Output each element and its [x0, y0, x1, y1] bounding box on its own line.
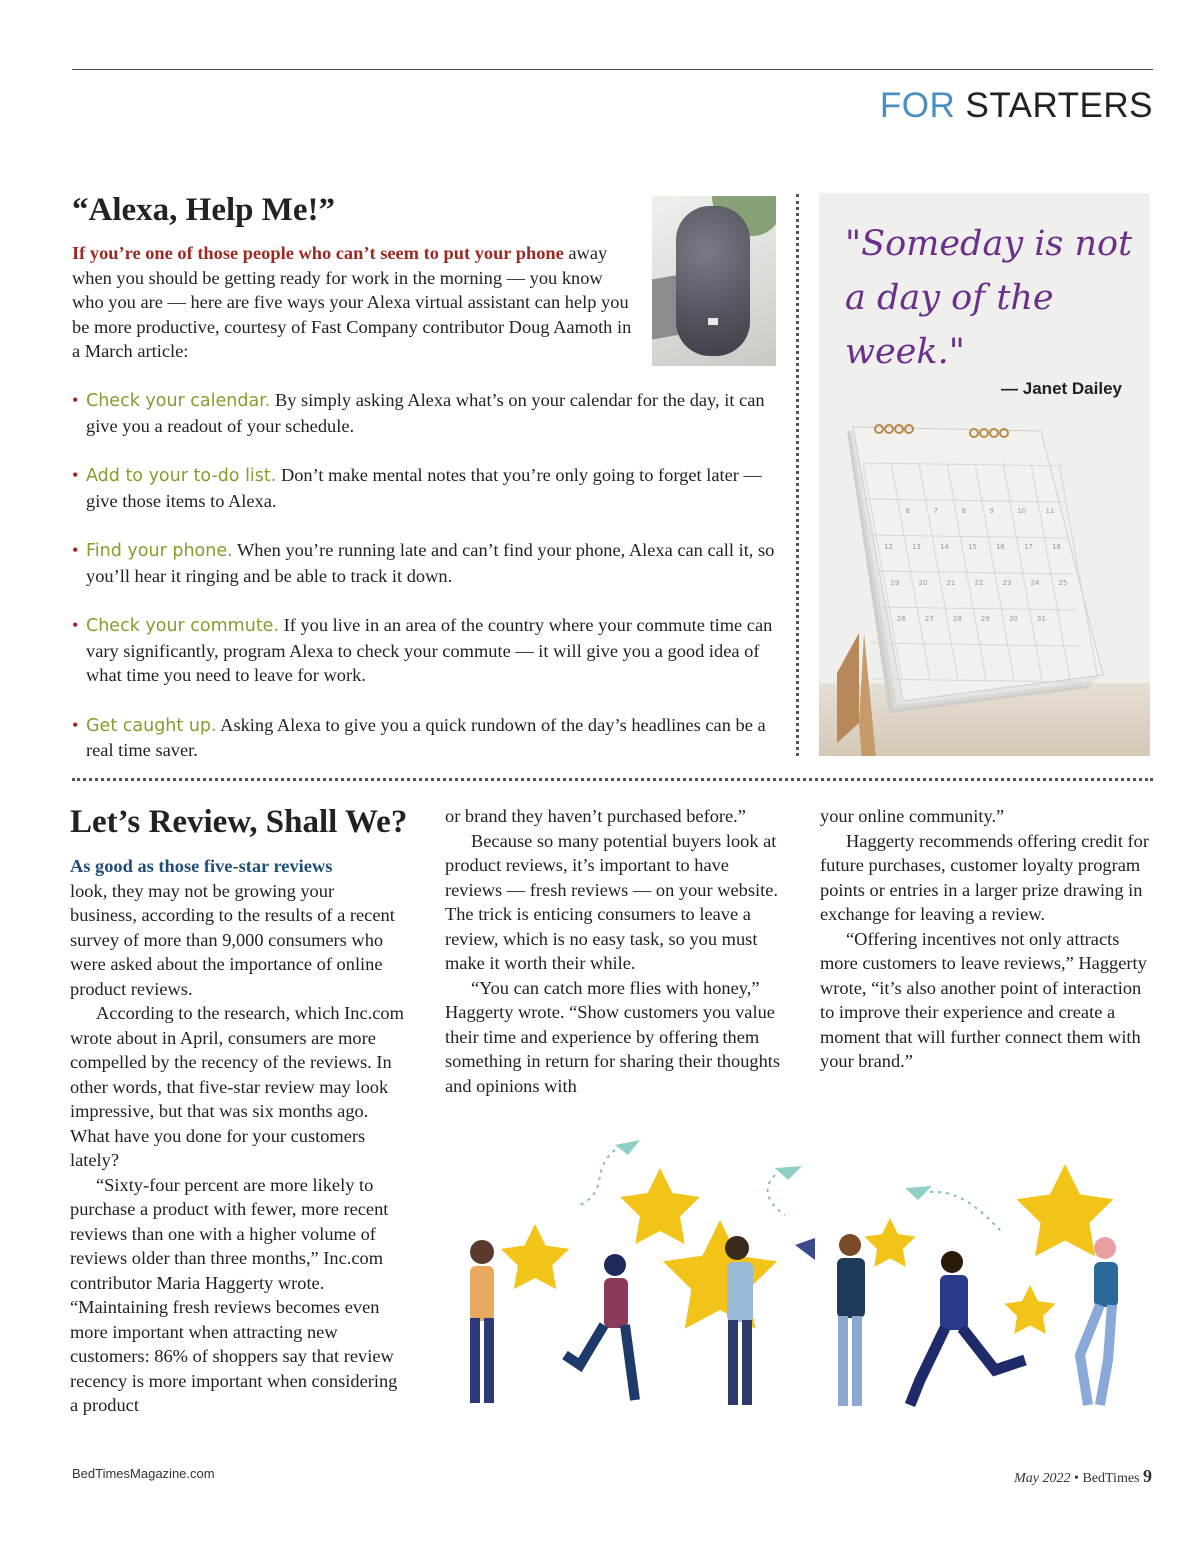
tip-name: Find your phone. — [86, 541, 233, 561]
calendar-day-number: 16 — [995, 543, 1005, 551]
calendar-day-number: 6 — [905, 507, 910, 515]
section-header — [880, 86, 1153, 126]
bullet-dot: • — [72, 390, 79, 410]
bullet-dot: • — [72, 714, 79, 735]
review-paragraph: or brand they haven’t purchased before.” — [445, 806, 746, 826]
footer-folio — [1014, 1466, 1152, 1487]
calendar-day-number: 30 — [1008, 615, 1018, 623]
person-figure — [1080, 1237, 1118, 1405]
calendar-day-number: 27 — [924, 615, 934, 623]
megaphone-icon — [795, 1238, 815, 1260]
smart-speaker — [676, 206, 750, 356]
quote-text: "Someday is not a day of the week." — [845, 224, 1133, 372]
tip-text: By simply asking Alexa what’s on your calendar for the day, it can give you a readout of your schedule. — [86, 390, 765, 436]
review-lead-in: As good as those five-star reviews — [70, 856, 333, 876]
calendar-day-number: 29 — [980, 615, 990, 623]
quote-box — [819, 193, 1150, 756]
bullet-dot: • — [72, 615, 79, 635]
calendar-day-number: 11 — [1045, 507, 1055, 515]
review-article-title: Let’s Review, Shall We? — [70, 804, 408, 840]
calendar-day-number: 23 — [1002, 579, 1012, 587]
footer-site-url: BedTimesMagazine.com — [72, 1466, 215, 1481]
page-number: 9 — [1143, 1466, 1152, 1486]
calendar-day-number: 14 — [939, 543, 949, 551]
list-item — [72, 713, 784, 763]
tip-name: Get caught up. — [86, 715, 217, 736]
list-item — [72, 613, 784, 688]
review-paragraph: According to the research, which Inc.com wrote about in April, consumers are more compelled by the recency of the reviews. In other words, that five-star review may look impressive, but that was six months ago. What have you done for your customers lately? — [70, 1003, 404, 1170]
list-item — [72, 388, 784, 438]
tip-text: Asking Alexa to give you a quick rundown of the day’s headlines can be a real time saver. — [86, 714, 766, 760]
review-column-2 — [445, 804, 785, 1098]
calendar-day-number: 17 — [1023, 543, 1033, 551]
review-paragraph: “Offering incentives not only attracts more customers to leave reviews,” Haggerty wrote, “it’s also another point of interaction to improve their experience and create a moment that will further connect them with your brand.” — [820, 928, 1147, 1071]
calendar-day-number: 25 — [1058, 579, 1068, 587]
calendar-day-number: 13 — [911, 543, 921, 551]
person-figure — [910, 1251, 1025, 1405]
review-paragraph: “You can catch more flies with honey,” Haggerty wrote. “Show customers you value their time and experience by offering them something in return for sharing their thoughts and opinions with — [445, 977, 781, 1096]
calendar-day-number: 31 — [1036, 615, 1046, 623]
calendar-day-number: 21 — [946, 579, 956, 587]
review-paragraph — [70, 854, 405, 1001]
calendar-day-number: 20 — [918, 579, 928, 587]
calendar-day-number: 24 — [1030, 579, 1040, 587]
list-item — [72, 538, 784, 588]
tip-text: When you’re running late and can’t find your phone, Alexa can call it, so you’ll hear it ringing and be able to track it down. — [86, 540, 775, 586]
bullet-dot: • — [72, 465, 79, 485]
alexa-intro-text: away when you should be getting ready for work in the morning — you know who you are — here are five ways your Alexa virtual assistant can help you be more productive, courtesy of Fast Company contributor Doug Aamoth in a March article: — [72, 243, 632, 361]
alexa-intro-paragraph — [72, 241, 632, 364]
person-figure — [470, 1240, 494, 1403]
people-holding-stars-illustration — [440, 1130, 1150, 1415]
calendar-day-number: 28 — [952, 615, 962, 623]
list-item — [72, 463, 784, 513]
calendar-day-number: 19 — [890, 579, 900, 587]
section-word-starters: STARTERS — [965, 86, 1153, 125]
tip-text: If you live in an area of the country where your commute time can vary significantly, program Alexa to check your commute — it will give you a good idea of what time you need to leave for work. — [86, 615, 773, 685]
calendar-day-number: 12 — [883, 543, 893, 551]
bullet-dot: • — [72, 540, 79, 560]
calendar-day-number: 8 — [961, 507, 966, 515]
tip-text: Don’t make mental notes that you’re only going to forget later — give those items to Alexa. — [86, 465, 762, 511]
quote-author: — Janet Dailey — [1001, 379, 1122, 398]
review-paragraph: Haggerty recommends offering credit for future purchases, customer loyalty program points or entries in a larger prize drawing in exchange for leaving a review. — [820, 830, 1149, 924]
section-word-for: FOR — [879, 86, 956, 125]
footer-magazine-name: BedTimes — [1082, 1471, 1140, 1486]
alexa-speaker-photo — [652, 196, 776, 366]
desk-calendar-illustration — [819, 423, 1150, 756]
calendar-day-number: 9 — [989, 507, 994, 515]
review-column-1 — [70, 854, 405, 1418]
alexa-lead-in: If you’re one of those people who can’t seem to put your phone — [72, 243, 564, 263]
tip-name: Check your commute. — [86, 616, 280, 636]
calendar-day-number: 26 — [896, 615, 906, 623]
person-figure — [795, 1234, 865, 1406]
footer-separator: • — [1074, 1471, 1079, 1486]
calendar-day-number: 15 — [967, 543, 977, 551]
footer-issue-date: May 2022 — [1014, 1471, 1071, 1486]
horizontal-dotted-divider — [72, 778, 1153, 781]
speaker-tag — [708, 318, 718, 325]
review-paragraph: “Sixty-four percent are more likely to purchase a product with fewer, more recent reviews than one with a higher volume of reviews older than three months,” Inc.com contributor Maria Haggerty wrote. “Maintaining fresh reviews becomes even more important when attracting new customers: 86% of shoppers say that review recency is more important when considering a product — [70, 1174, 398, 1415]
alexa-tips-list — [72, 388, 784, 788]
header-rule — [72, 69, 1153, 70]
review-paragraph: your online community.” — [820, 806, 1005, 826]
calendar-day-number: 22 — [974, 579, 984, 587]
tip-name: Add to your to-do list. — [86, 466, 277, 486]
calendar-day-number: 7 — [933, 507, 938, 515]
review-text: look, they may not be growing your business, according to the results of a recent survey of more than 9,000 consumers who were asked about the importance of online product reviews. — [70, 880, 395, 999]
calendar-day-number: 10 — [1017, 507, 1027, 515]
review-paragraph: Because so many potential buyers look at product reviews, it’s important to have reviews — fresh reviews — on your website. The trick is enticing consumers to leave a review, which is no easy task, so you must make it worth their while. — [445, 830, 778, 973]
tip-name: Check your calendar. — [86, 391, 271, 411]
calendar-day-number: 18 — [1051, 543, 1061, 551]
person-figure — [565, 1254, 635, 1400]
review-column-3 — [820, 804, 1155, 1074]
vertical-dotted-divider — [796, 194, 799, 756]
alexa-article-title: “Alexa, Help Me!” — [72, 192, 336, 228]
